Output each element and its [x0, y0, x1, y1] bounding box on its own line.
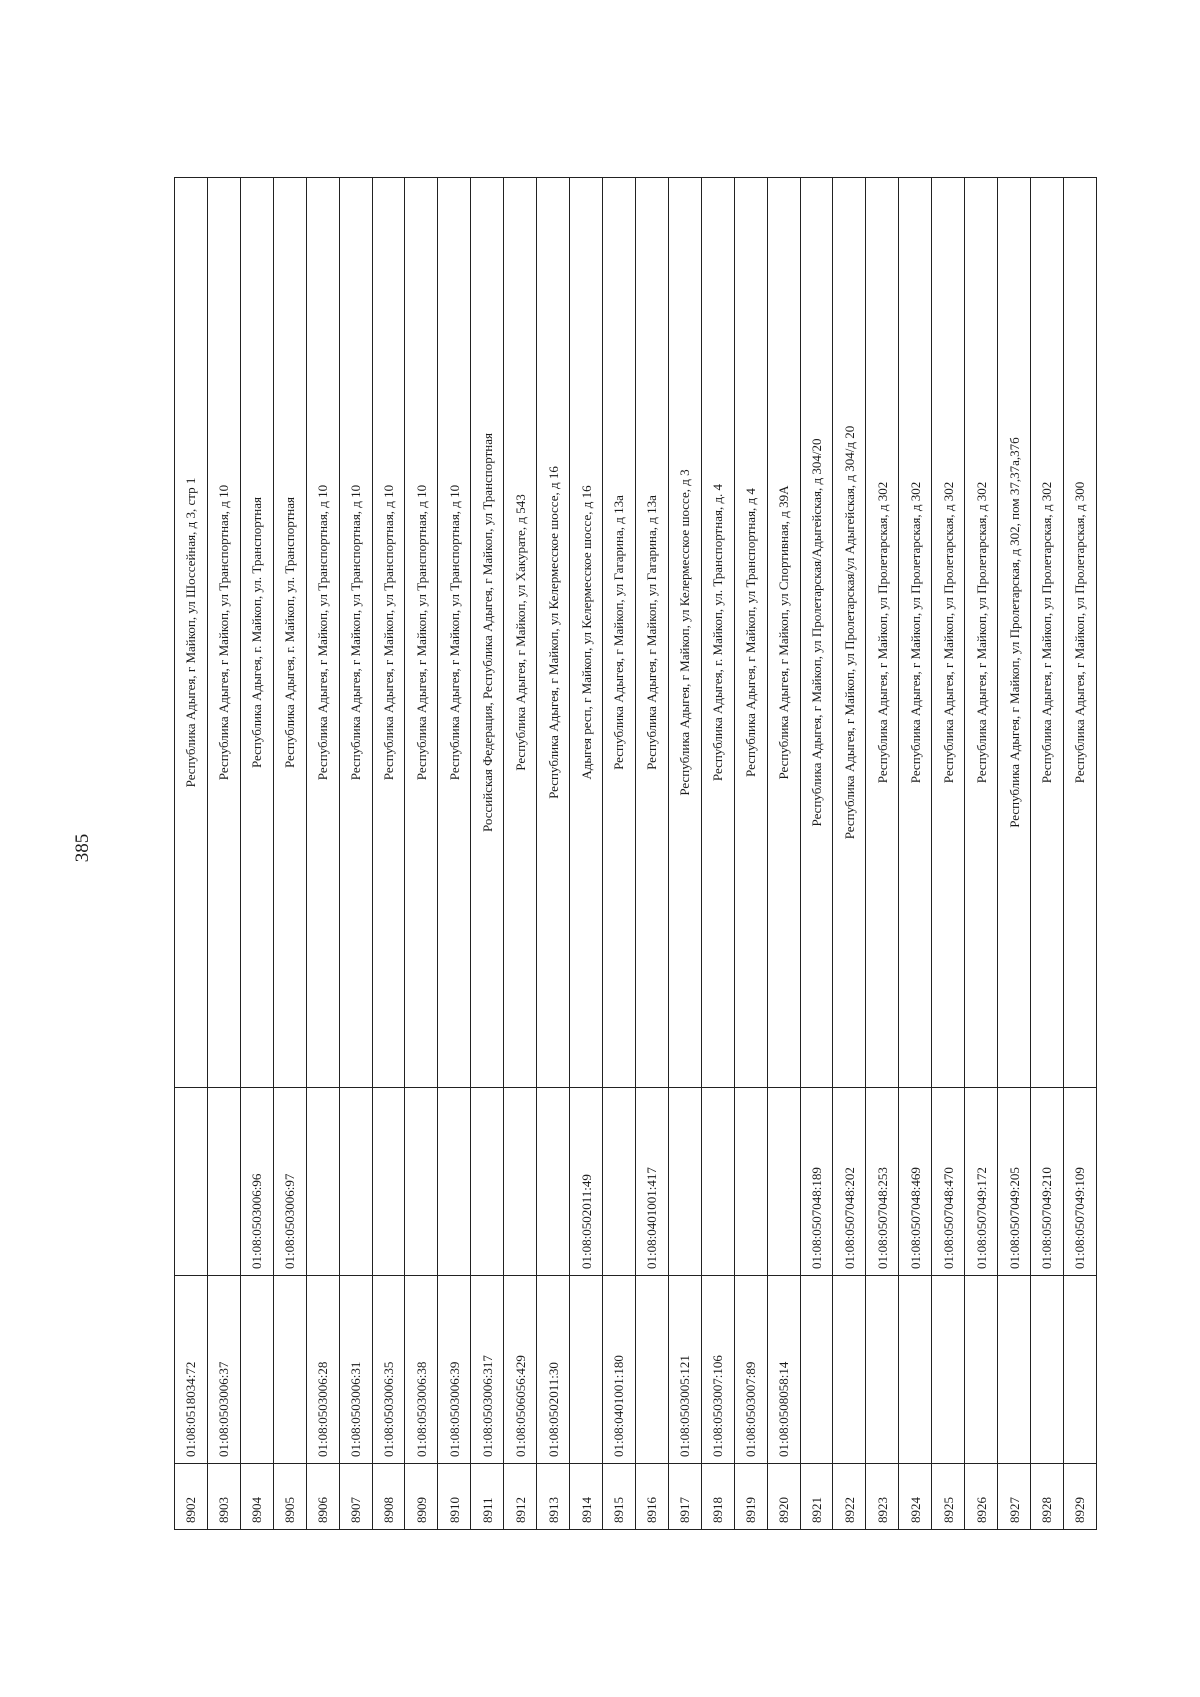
parent-cadastral-number-cell	[175, 1088, 208, 1276]
parent-cadastral-number-cell: 01:08:0503006:96	[240, 1088, 273, 1276]
row-number-cell: 8913	[537, 1464, 570, 1530]
parent-cadastral-number-cell: 01:08:0507048:253	[866, 1088, 899, 1276]
cadastral-number-cell	[866, 1276, 899, 1464]
cadastral-number-cell	[833, 1276, 866, 1464]
parent-cadastral-number-cell: 01:08:0507049:210	[1030, 1088, 1063, 1276]
cadastral-number-cell: 01:08:0508058:14	[767, 1276, 800, 1464]
cadastral-number-cell	[998, 1276, 1031, 1464]
parent-cadastral-number-cell: 01:08:0507048:469	[899, 1088, 932, 1276]
parent-cadastral-number-cell: 01:08:0507048:189	[800, 1088, 833, 1276]
row-number-cell: 8928	[1030, 1464, 1063, 1530]
parent-cadastral-number-cell	[306, 1088, 339, 1276]
address-cell: Республика Адыгея, г Майкоп, ул Келермесское шоссе, д 16	[537, 178, 570, 1088]
table-row	[537, 178, 570, 1530]
cadastral-number-cell: 01:08:0502011:30	[537, 1276, 570, 1464]
row-number-cell: 8910	[438, 1464, 471, 1530]
parent-cadastral-number-cell: 01:08:0502011:49	[570, 1088, 603, 1276]
parent-cadastral-number-cell: 01:08:0507049:205	[998, 1088, 1031, 1276]
address-cell: Республика Адыгея, г Майкоп, ул Транспортная, д 10	[207, 178, 240, 1088]
cadastral-number-cell: 01:08:0503006:37	[207, 1276, 240, 1464]
parent-cadastral-number-cell: 01:08:0507049:172	[965, 1088, 998, 1276]
address-cell: Республика Адыгея, г Майкоп, ул Пролетарская, д 302	[1030, 178, 1063, 1088]
parent-cadastral-number-cell	[602, 1088, 635, 1276]
table-row	[207, 178, 240, 1530]
table-row	[273, 178, 306, 1530]
row-number-cell: 8906	[306, 1464, 339, 1530]
address-cell: Республика Адыгея, г Майкоп, ул Пролетарская, д 302, пом 37,37а,37б	[998, 178, 1031, 1088]
table-row	[1063, 178, 1096, 1530]
table-row	[339, 178, 372, 1530]
register-table-body	[175, 178, 1097, 1530]
table-row	[932, 178, 965, 1530]
address-cell: Республика Адыгея, г Майкоп, ул Пролетарская/Адыгейская, д 304/20	[800, 178, 833, 1088]
table-row	[800, 178, 833, 1530]
table-row	[833, 178, 866, 1530]
address-cell: Республика Адыгея, г Майкоп, ул Пролетарская, д 302	[899, 178, 932, 1088]
address-cell: Республика Адыгея, г Майкоп, ул Пролетарская/ул Адыгейская, д 304/д 20	[833, 178, 866, 1088]
address-cell: Республика Адыгея, г Майкоп, ул Транспортная, д 10	[405, 178, 438, 1088]
row-number-cell: 8919	[734, 1464, 767, 1530]
cadastral-number-cell: 01:08:0503006:28	[306, 1276, 339, 1464]
cadastral-number-cell: 01:08:0503006:317	[471, 1276, 504, 1464]
row-number-cell: 8908	[372, 1464, 405, 1530]
parent-cadastral-number-cell	[767, 1088, 800, 1276]
table-row	[1030, 178, 1063, 1530]
page-number: 385	[72, 833, 93, 863]
row-number-cell: 8922	[833, 1464, 866, 1530]
address-cell: Республика Адыгея, г Майкоп, ул Транспортная, д 10	[372, 178, 405, 1088]
cadastral-number-cell: 01:08:0503007:106	[701, 1276, 734, 1464]
address-cell: Российская Федерация, Республика Адыгея, г Майкоп, ул Транспортная	[471, 178, 504, 1088]
table-row	[734, 178, 767, 1530]
table-row	[372, 178, 405, 1530]
address-cell: Республика Адыгея, г Майкоп, ул Пролетарская, д 300	[1063, 178, 1096, 1088]
address-cell: Республика Адыгея, г Майкоп, ул Пролетарская, д 302	[965, 178, 998, 1088]
parent-cadastral-number-cell	[734, 1088, 767, 1276]
row-number-cell: 8911	[471, 1464, 504, 1530]
address-cell: Республика Адыгея, г Майкоп, ул Спортивная, д 39А	[767, 178, 800, 1088]
parent-cadastral-number-cell	[504, 1088, 537, 1276]
row-number-cell: 8909	[405, 1464, 438, 1530]
row-number-cell: 8921	[800, 1464, 833, 1530]
row-number-cell: 8916	[635, 1464, 668, 1530]
row-number-cell: 8907	[339, 1464, 372, 1530]
row-number-cell: 8914	[570, 1464, 603, 1530]
cadastral-number-cell	[932, 1276, 965, 1464]
parent-cadastral-number-cell	[405, 1088, 438, 1276]
address-cell: Республика Адыгея, г. Майкоп, ул. Транспортная, д. 4	[701, 178, 734, 1088]
cadastral-number-cell: 01:08:0503006:39	[438, 1276, 471, 1464]
cadastral-number-cell	[240, 1276, 273, 1464]
table-row	[602, 178, 635, 1530]
address-cell: Республика Адыгея, г Майкоп, ул Пролетарская, д 302	[932, 178, 965, 1088]
table-row	[998, 178, 1031, 1530]
address-cell: Республика Адыгея, г. Майкоп, ул. Транспортная	[240, 178, 273, 1088]
address-cell: Республика Адыгея, г Майкоп, ул Гагарина, д 13а	[602, 178, 635, 1088]
cadastral-number-cell	[273, 1276, 306, 1464]
parent-cadastral-number-cell	[372, 1088, 405, 1276]
address-cell: Республика Адыгея, г Майкоп, ул Транспортная, д 10	[339, 178, 372, 1088]
row-number-cell: 8915	[602, 1464, 635, 1530]
register-table-container	[174, 178, 1097, 1530]
table-row	[866, 178, 899, 1530]
address-cell: Республика Адыгея, г Майкоп, ул Келермесское шоссе, д 3	[668, 178, 701, 1088]
parent-cadastral-number-cell	[438, 1088, 471, 1276]
row-number-cell: 8903	[207, 1464, 240, 1530]
cadastral-number-cell	[570, 1276, 603, 1464]
table-row	[405, 178, 438, 1530]
address-cell: Республика Адыгея, г Майкоп, ул Гагарина, д 13а	[635, 178, 668, 1088]
table-row	[701, 178, 734, 1530]
address-cell: Республика Адыгея, г Майкоп, ул Шоссейная, д 3, стр 1	[175, 178, 208, 1088]
parent-cadastral-number-cell: 01:08:0507048:470	[932, 1088, 965, 1276]
cadastral-number-cell	[965, 1276, 998, 1464]
address-cell: Республика Адыгея, г Майкоп, ул Транспортная, д 10	[306, 178, 339, 1088]
table-row	[899, 178, 932, 1530]
cadastral-number-cell	[800, 1276, 833, 1464]
table-row	[240, 178, 273, 1530]
row-number-cell: 8926	[965, 1464, 998, 1530]
table-row	[767, 178, 800, 1530]
parent-cadastral-number-cell: 01:08:0507049:109	[1063, 1088, 1096, 1276]
cadastral-number-cell: 01:08:0506056:429	[504, 1276, 537, 1464]
row-number-cell: 8917	[668, 1464, 701, 1530]
table-row	[175, 178, 208, 1530]
register-table	[174, 177, 1097, 1530]
address-cell: Республика Адыгея, г Майкоп, ул Транспортная, д 10	[438, 178, 471, 1088]
table-row	[668, 178, 701, 1530]
cadastral-number-cell: 01:08:0518034:72	[175, 1276, 208, 1464]
table-row	[635, 178, 668, 1530]
row-number-cell: 8925	[932, 1464, 965, 1530]
parent-cadastral-number-cell: 01:08:0503006:97	[273, 1088, 306, 1276]
cadastral-number-cell: 01:08:0401001:180	[602, 1276, 635, 1464]
cadastral-number-cell: 01:08:0503007:89	[734, 1276, 767, 1464]
row-number-cell: 8929	[1063, 1464, 1096, 1530]
address-cell: Адыгея респ, г Майкоп, ул Келермесское шоссе, д 16	[570, 178, 603, 1088]
address-cell: Республика Адыгея, г Майкоп, ул Транспортная, д 4	[734, 178, 767, 1088]
cadastral-number-cell: 01:08:0503006:35	[372, 1276, 405, 1464]
address-cell: Республика Адыгея, г Майкоп, ул Хакурате, д 543	[504, 178, 537, 1088]
cadastral-number-cell	[1030, 1276, 1063, 1464]
table-row	[504, 178, 537, 1530]
address-cell: Республика Адыгея, г Майкоп, ул Пролетарская, д 302	[866, 178, 899, 1088]
parent-cadastral-number-cell	[537, 1088, 570, 1276]
row-number-cell: 8924	[899, 1464, 932, 1530]
cadastral-number-cell: 01:08:0503005:121	[668, 1276, 701, 1464]
parent-cadastral-number-cell	[701, 1088, 734, 1276]
address-cell: Республика Адыгея, г. Майкоп, ул. Транспортная	[273, 178, 306, 1088]
row-number-cell: 8918	[701, 1464, 734, 1530]
cadastral-number-cell: 01:08:0503006:38	[405, 1276, 438, 1464]
parent-cadastral-number-cell	[668, 1088, 701, 1276]
cadastral-number-cell: 01:08:0503006:31	[339, 1276, 372, 1464]
row-number-cell: 8923	[866, 1464, 899, 1530]
row-number-cell: 8902	[175, 1464, 208, 1530]
parent-cadastral-number-cell: 01:08:0401001:417	[635, 1088, 668, 1276]
cadastral-number-cell	[899, 1276, 932, 1464]
table-row	[471, 178, 504, 1530]
row-number-cell: 8904	[240, 1464, 273, 1530]
row-number-cell: 8912	[504, 1464, 537, 1530]
parent-cadastral-number-cell	[471, 1088, 504, 1276]
cadastral-number-cell	[635, 1276, 668, 1464]
table-row	[965, 178, 998, 1530]
row-number-cell: 8905	[273, 1464, 306, 1530]
row-number-cell: 8927	[998, 1464, 1031, 1530]
parent-cadastral-number-cell	[207, 1088, 240, 1276]
parent-cadastral-number-cell: 01:08:0507048:202	[833, 1088, 866, 1276]
table-row	[306, 178, 339, 1530]
cadastral-number-cell	[1063, 1276, 1096, 1464]
table-row	[570, 178, 603, 1530]
parent-cadastral-number-cell	[339, 1088, 372, 1276]
table-row	[438, 178, 471, 1530]
row-number-cell: 8920	[767, 1464, 800, 1530]
